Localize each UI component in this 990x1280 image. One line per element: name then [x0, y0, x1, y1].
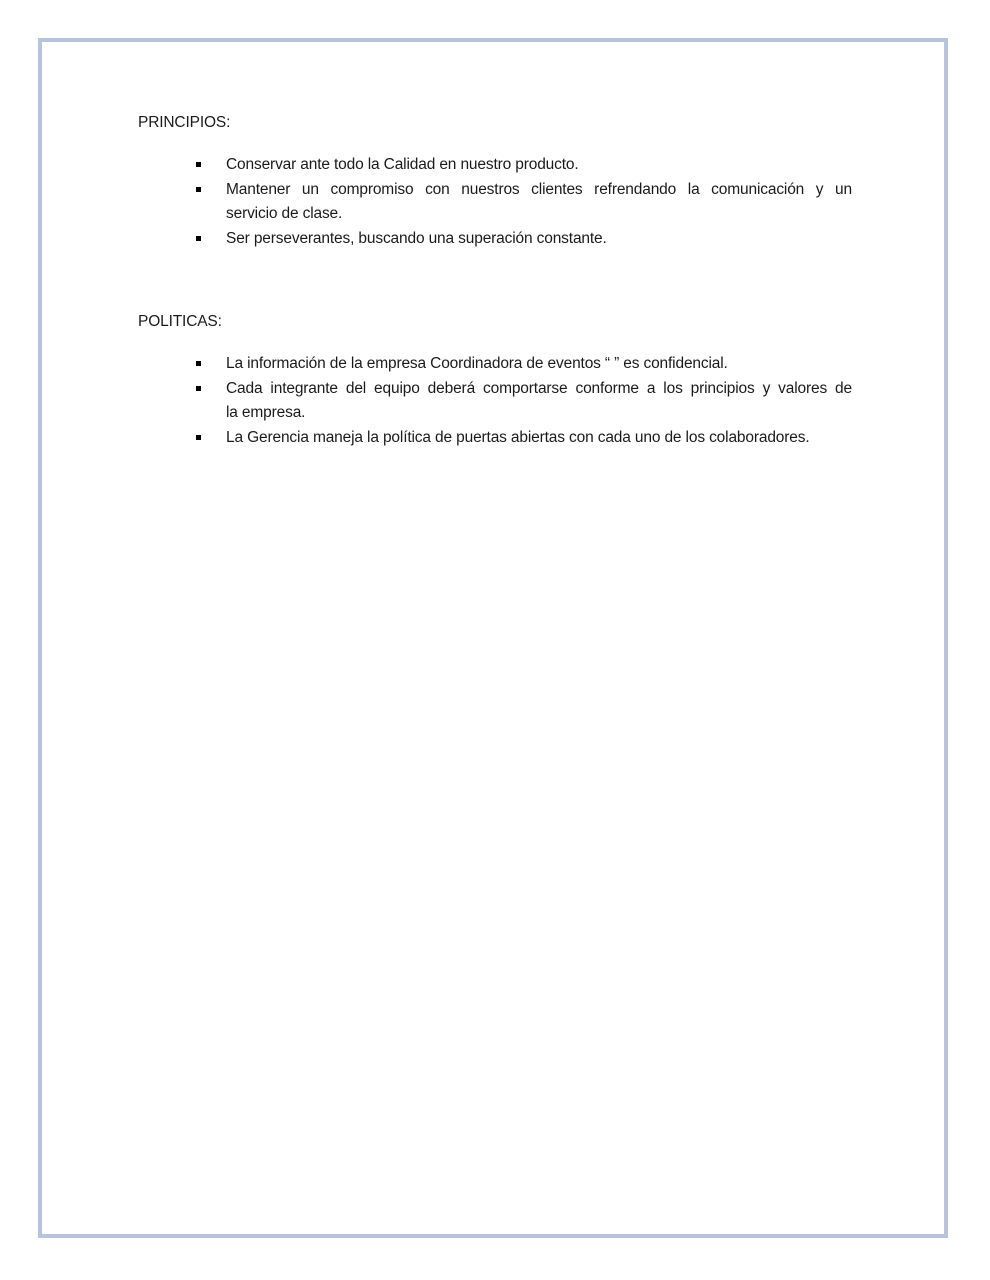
page-border-frame: [38, 38, 948, 1238]
square-bullet-icon: [196, 236, 201, 241]
bullet-text: Conservar ante todo la Calidad en nuestro producto.: [226, 156, 579, 173]
square-bullet-icon: [196, 386, 201, 391]
bullet-text-line: Mantener un compromiso con nuestros clientes refrendando la comunicación y un: [226, 181, 852, 198]
section-heading-politicas: POLITICAS:: [138, 313, 222, 330]
list-item: [138, 153, 852, 177]
list-item: [138, 178, 852, 226]
square-bullet-icon: [196, 187, 201, 192]
bullet-text-line: Cada integrante del equipo deberá comportarse conforme a los principios y valores de: [226, 380, 852, 397]
list-item: [138, 227, 852, 251]
bullet-text: La Gerencia maneja la política de puertas abiertas con cada uno de los colaboradores.: [226, 429, 810, 446]
list-item: [138, 426, 852, 450]
bullet-text: Ser perseverantes, buscando una superación constante.: [226, 230, 607, 247]
principios-bullet-list: [138, 153, 852, 251]
square-bullet-icon: [196, 361, 201, 366]
list-item: [138, 377, 852, 425]
politicas-bullet-list: [138, 352, 852, 450]
square-bullet-icon: [196, 162, 201, 167]
bullet-text-line: la empresa.: [226, 404, 306, 421]
bullet-text-line: servicio de clase.: [226, 205, 343, 222]
document-content: [138, 42, 852, 450]
list-item: [138, 352, 852, 376]
bullet-text: La información de la empresa Coordinadora de eventos “ ” es confidencial.: [226, 355, 728, 372]
square-bullet-icon: [196, 435, 201, 440]
section-heading-principios: PRINCIPIOS:: [138, 114, 231, 131]
